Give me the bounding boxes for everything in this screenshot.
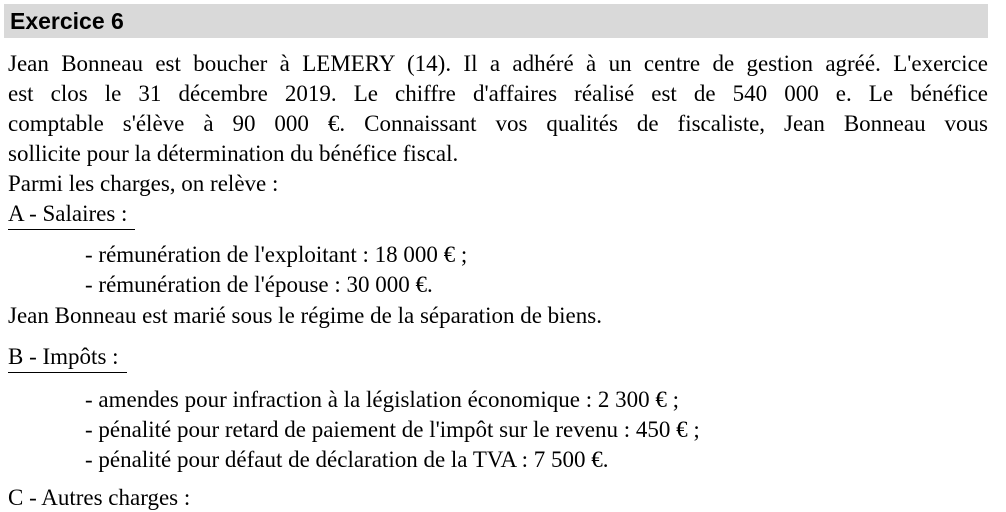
charges-intro: Parmi les charges, on relève :	[8, 171, 279, 196]
section-b-item-2: - pénalité pour retard de paiement de l'impôt sur le revenu : 450 € ;	[85, 417, 700, 442]
section-b-item-1: - amendes pour infraction à la législation économique : 2 300 € ;	[85, 387, 680, 412]
section-a-note: Jean Bonneau est marié sous le régime de la séparation de biens.	[8, 303, 602, 328]
exercise-title-bar	[4, 4, 988, 38]
section-a-item-2: - rémunération de l'épouse : 30 000 €.	[85, 272, 433, 297]
section-b-heading: B - Impôts :	[8, 343, 127, 373]
section-b-item-3: - pénalité pour défaut de déclaration de la TVA : 7 500 €.	[85, 447, 609, 472]
exercise-title: Exercice 6	[10, 8, 124, 34]
section-c-heading: C - Autres charges :	[8, 485, 191, 510]
intro-line-1: Jean Bonneau est boucher à LEMERY (14). Il a adhéré à un centre de gestion agréé. L'exercice	[8, 51, 988, 76]
intro-line-2: est clos le 31 décembre 2019. Le chiffre d'affaires réalisé est de 540 000 e. Le bénéfice	[8, 81, 988, 106]
section-a-item-1: - rémunération de l'exploitant : 18 000 € ;	[85, 242, 468, 267]
intro-line-4: sollicite pour la détermination du bénéfice fiscal.	[8, 141, 459, 166]
intro-line-3: comptable s'élève à 90 000 €. Connaissant vos qualités de fiscaliste, Jean Bonneau vous	[8, 111, 988, 136]
section-a-heading: A - Salaires :	[8, 200, 135, 230]
